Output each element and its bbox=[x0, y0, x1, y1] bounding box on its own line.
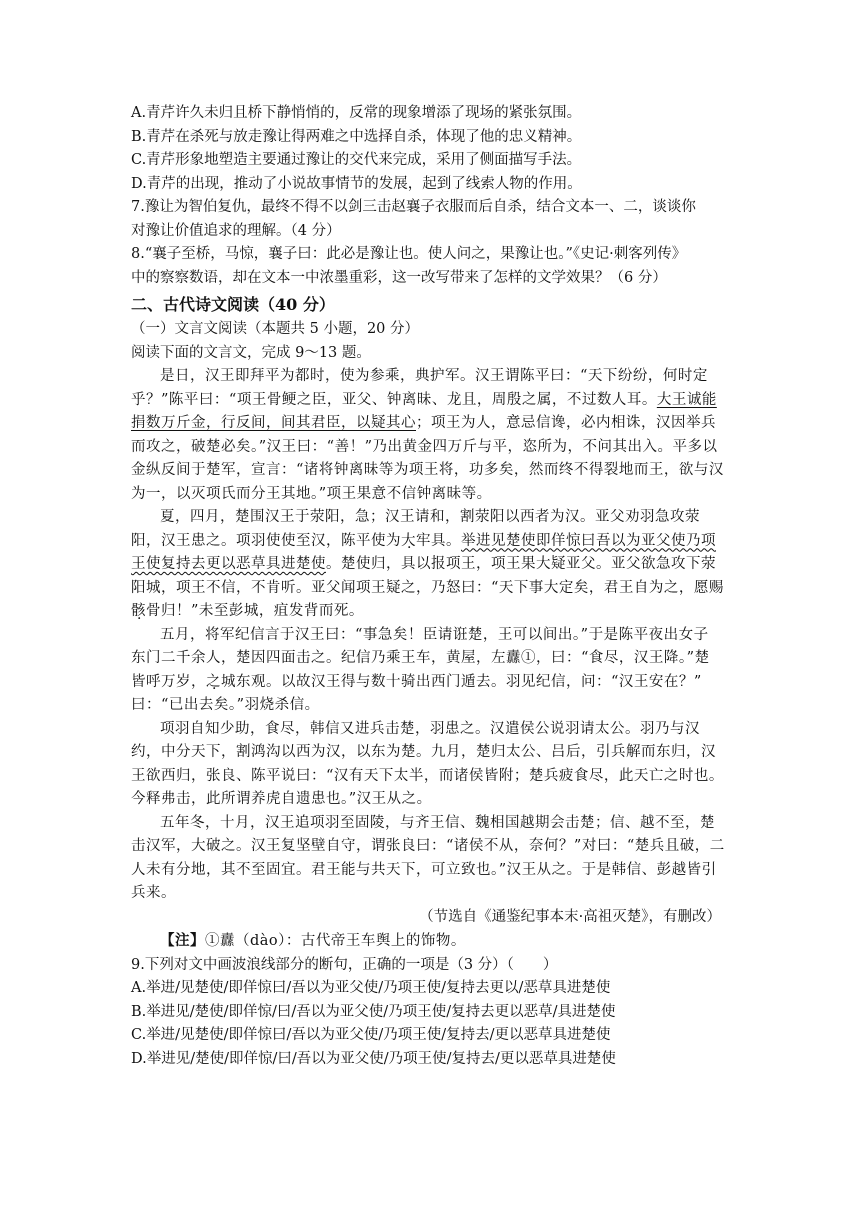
passage-text: 。楚使归，具以报项王，项王果大疑亚父。亚父欲急攻下荥 bbox=[326, 556, 716, 572]
question-9-option-c: C.举进/见楚使/即佯惊曰/吾以为亚父使/乃项王使/复持去/更以恶草具进楚使 bbox=[131, 1027, 611, 1043]
passage-line: 阳城，项王不信，不肯听。亚父闻项王疑之，乃怒曰：“天下事大定矣，君王自为之，愿赐 bbox=[131, 579, 724, 596]
question-9 bbox=[131, 954, 731, 1072]
passage-line bbox=[131, 553, 731, 577]
passage-text: 骨归！”未至彭城，疽发背而死。 bbox=[146, 603, 364, 619]
passage-line: 王欲西归，张良、陈平说曰：“汉有天下太半，而诸侯皆附；楚兵疲食尽，此天亡之时也。 bbox=[131, 767, 724, 784]
question-7-line-1: 7.豫让为智伯复仇，最终不得不以剑三击赵襄子衣服而后自杀，结合文本一、二，谈谈你 bbox=[131, 199, 696, 215]
passage-paragraph-2 bbox=[131, 506, 731, 624]
option-a: A.青芹许久未归且桥下静悄悄的，反常的现象增添了现场的紧张氛围。 bbox=[131, 105, 582, 121]
passage-line bbox=[131, 412, 731, 436]
question-9-stem: 9.下列对文中画波浪线部分的断句，正确的一项是（3 分）（ ） bbox=[131, 956, 558, 973]
passage-text: 阳，汉王患之。项羽使使至汉，陈平使为 bbox=[131, 532, 401, 549]
passage-line: 人未有分地，其不至固宜。君王能与共天下，可立致也。”汉王从之。于是韩信、彭越皆引 bbox=[131, 861, 717, 878]
note-text: ①纛（dào）：古代帝王车舆上的饰物。 bbox=[205, 933, 466, 949]
passage-paragraph-5 bbox=[131, 812, 731, 906]
wavy-underlined-text: 王使复持去更以恶草具进楚使 bbox=[131, 556, 326, 572]
dotted-character: 大 bbox=[401, 532, 416, 549]
passage-source: （节选自《通鉴纪事本末·高祖灭楚》，有删改） bbox=[419, 908, 721, 925]
passage-line bbox=[131, 600, 731, 624]
passage-line: 夏，四月，楚围汉王于荥阳，急；汉王请和，割荥阳以西者为汉。亚父劝羽急攻荥 bbox=[160, 509, 700, 525]
question-9-option-a: A.举进/见楚使/即佯惊曰/吾以为亚父使/乃项王使/复持去更以/恶草具进楚使 bbox=[131, 980, 611, 996]
note-label: 【注】 bbox=[160, 932, 205, 949]
option-b: B.青芹在杀死与放走豫让得两难之中选择自杀，体现了他的忠义精神。 bbox=[131, 128, 582, 145]
passage-line bbox=[131, 530, 731, 554]
question-8-line-1: 8.“襄子至桥，马惊，襄子曰：此必是豫让也。使人问之，果豫让也。”《史记·刺客列传》 bbox=[131, 246, 687, 262]
reading-instruction: 阅读下面的文言文，完成 9～13 题。 bbox=[131, 344, 371, 361]
questions-6-8 bbox=[131, 102, 731, 1071]
passage-line: 五年冬，十月，汉王追项羽至固陵，与齐王信、魏相国越期会击楚；信、越不至，楚 bbox=[160, 814, 715, 831]
dotted-character: 骸 bbox=[131, 603, 146, 619]
underlined-text: 大王诚能 bbox=[656, 391, 717, 408]
passage-line: 为一，以灭项氏而分王其地。”项王果意不信钟离昧等。 bbox=[131, 485, 492, 502]
passage-line: 金纵反间于楚军，宣言：“诸将钟离昧等为项王将，功多矣，然而终不得裂地而王，欲与汉 bbox=[131, 462, 724, 478]
passage-paragraph-4 bbox=[131, 718, 731, 812]
question-9-option-b: B.举进见/楚使/即佯惊/曰/吾以为亚父使/乃项王使/复持去更以恶草/具进楚使 bbox=[131, 1003, 616, 1020]
option-d: D.青芹的出现，推动了小说故事情节的发展，起到了线索人物的作用。 bbox=[131, 175, 582, 192]
passage-text: 皆呼万岁， bbox=[131, 673, 206, 690]
passage-line: 项羽自知少助，食尽，韩信又进兵击楚，羽患之。汉遣侯公说羽请太公。羽乃与汉 bbox=[160, 720, 700, 737]
passage-text: 城东观。以故汉王得与数十骑出西门遁去。羽见纪信，问：“汉王安在？” bbox=[221, 673, 702, 690]
passage-paragraph-1 bbox=[131, 365, 731, 506]
annotation-note bbox=[131, 929, 731, 954]
passage-paragraph-3 bbox=[131, 624, 731, 718]
passage-text: 牢具。 bbox=[416, 532, 461, 549]
passage-text: ；项王为人，意忌信谗，必内相诛，汉因举兵 bbox=[416, 415, 716, 431]
option-c: C.青芹形象地塑造主要通过豫让的交代来完成，采用了侧面描写手法。 bbox=[131, 152, 582, 168]
passage-line: 而攻之，破楚必矣。”汉王曰：“善！”乃出黄金四万斤与平，恣所为，不问其出入。平多以 bbox=[131, 438, 718, 455]
question-9-option-d: D.举进见/楚使/即佯惊/曰/吾以为亚父使/乃项王使/复持去/更以恶草具进楚使 bbox=[131, 1050, 616, 1067]
dotted-character: 之 bbox=[206, 673, 221, 690]
subsection-title: （一）文言文阅读（本题共 5 小题，20 分） bbox=[131, 321, 420, 337]
section-heading: 二、古代诗文阅读（40 分） bbox=[131, 295, 335, 314]
passage-line: 是日，汉王即拜平为都时，使为参乘，典护军。汉王谓陈平曰：“天下纷纷，何时定 bbox=[160, 368, 708, 384]
underlined-text: 捐数万斤金，行反间，间其君臣，以疑其心 bbox=[131, 415, 416, 431]
passage-line: 五月，将军纪信言于汉王曰：“事急矣！臣请诳楚，王可以间出。”于是陈平夜出女子 bbox=[160, 626, 709, 643]
passage-line: 今释弗击，此所谓养虎自遗患也。”汉王从之。 bbox=[131, 791, 432, 807]
passage-line bbox=[131, 389, 731, 413]
passage-text: 乎？”陈平曰：“项王骨鲠之臣，亚父、钟离昧、龙且，周殷之属，不过数人耳。 bbox=[131, 391, 657, 408]
passage-line: 兵来。 bbox=[131, 885, 176, 901]
passage-line: 击汉军，大破之。汉王复坚壁自守，谓张良曰：“诸侯不从，奈何？”对曰：“楚兵且破，二 bbox=[131, 838, 725, 854]
question-8-line-2: 中的察察数语，却在文本一中浓墨重彩，这一改写带来了怎样的文学效果？（6 分） bbox=[131, 269, 667, 286]
passage-line: 曰：“已出去矣。”羽烧杀信。 bbox=[131, 697, 320, 713]
question-7-line-2: 对豫让价值追求的理解。（4 分） bbox=[131, 222, 341, 239]
passage-line bbox=[131, 671, 731, 695]
passage-line: 东门二千余人，楚因四面击之。纪信乃乘王车，黄屋，左纛①，曰：“食尽，汉王降。”楚 bbox=[131, 650, 710, 666]
passage-line: 约，中分天下，割鸿沟以西为汉，以东为楚。九月，楚归太公、吕后，引兵解而东归，汉 bbox=[131, 744, 716, 760]
wavy-underlined-text: 举进见楚使即佯惊曰吾以为亚父使乃项 bbox=[461, 532, 716, 549]
